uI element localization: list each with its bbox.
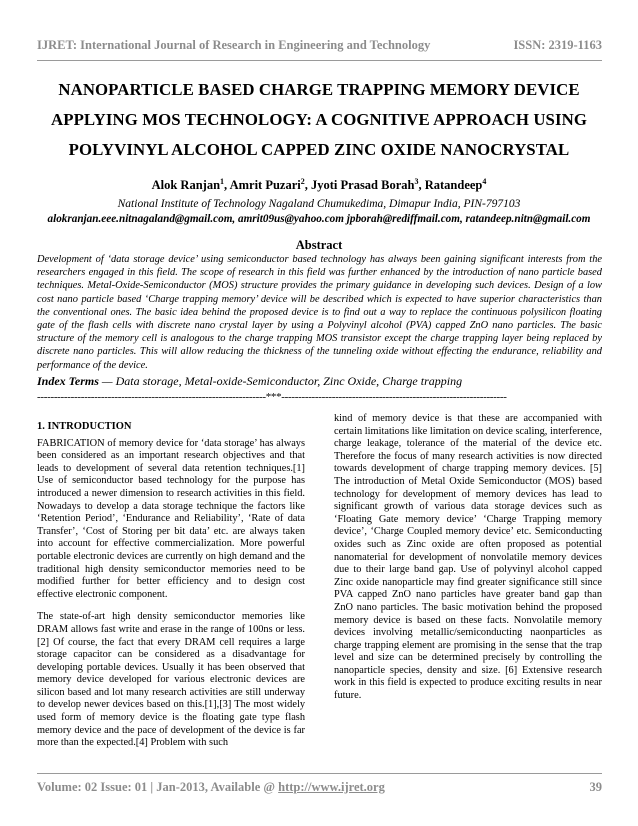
right-column: [334, 413, 602, 713]
author-name: Jyoti Prasad Borah: [311, 178, 415, 193]
body-paragraph: FABRICATION of memory device for ‘data storage’ has always been considered as an important research objectives and that leads to development of several data retention techniques.[1] Use of semiconductor based technology for the purpose has introduced a newer dimension to research activities in this field. Nowadays to develop a data storage technique the factors like ‘Retention Period’, ‘Endurance and Reliability’, ‘Rate of data Transfer’, ‘Cost of Storing per bit data’ etc. are always taken into account for effective commercialization. More powerful portable electronic devices are currently on high demand and the traditional high density semiconductor memories need to be modified further for better efficiency and to design cost effective electronic component.: [37, 437, 305, 600]
author-affil-mark: 4: [482, 177, 487, 186]
section-heading: 1. INTRODUCTION: [37, 421, 132, 432]
page-number: 39: [589, 780, 602, 794]
footer-text: Volume: 02 Issue: 01 | Jan-2013, Available @: [37, 780, 279, 794]
author-name: Ratandeep: [424, 178, 483, 193]
author-list: Alok Ranjan$^1$, Amrit Puzari$^2$, Jyoti Prasad Borah$^3$, Ratandeep$^4$: [151, 177, 487, 193]
footer-volume: [37, 780, 385, 795]
author-name: Alok Ranjan: [151, 178, 221, 193]
journal-link[interactable]: http://www.ijret.org: [278, 780, 385, 794]
journal-name: IJRET: International Journal of Research in Engineering and Technology: [37, 38, 431, 52]
running-header: [37, 26, 602, 61]
author-name: Amrit Puzari: [229, 178, 301, 193]
body-paragraph: kind of memory device is that these are accompanied with certain limitations like limitation on device scaling, interference, charge leakage, tolerance of the material of the device etc. Therefore the focus of many research activities is now directed towards development of charge trapping memory devices. [5] The introduction of Metal Oxide Semiconductor (MOS) based technology for development of memory devices has lead to significant growth of various data storage devices such as ‘Floating Gate memory device’ ‘Charge Trapping memory device’, ‘Charge Coupled memory device’ etc. Semiconducting oxides such as Zinc oxide are often proposed as potential nanomaterial for development of nonvolatile memory devices due to their large band gap. Use of polyvinyl alcohol capped Zinc oxide nanoparticle may find greater significance still since PVA capped ZnO nano particles have greater band gap than ZnO nano particles. The basic motivation behind the proposed memory device is based on these facts. Nonvolatile memory devices involving metallic/semiconducting naonparticles as charge trapping element are promising in the sense that the trap level and size can be determined precisely by controlling the nanoparticle species, density and size. [6] Extensive research work in this field is expected to produce exciting results in near future.: [334, 413, 602, 702]
affiliation: National Institute of Technology Nagaland Chumukedima, Dimapur India, PIN-797103: [117, 198, 521, 210]
abstract-text: Development of ‘data storage device’ using semiconductor based technology has always been gaining significant interests from the researchers engaged in this field. The scope of research in this field was further enhanced by the introduction of nano particle based techniques. Metal-Oxide-Semiconductor (MOS) structure provides the primary guidance in developing such devices. Design of a low cost nano particle based ‘Charge trapping memory’ device will be described which is expected to have superior characteristics than the conventional ones. The basic idea behind the proposed device is to find out a way to replace the continuous polysilicon floating gate of the flash cells with discrete nano crystal layer by using a Polyvinyl alcohol (PVA) capped ZnO nano particles. The basic structure of the memory cell is analogous to the charge trapping MOS transistor except the charge trapping layer being replaced by discrete nano particles. This will allow reducing the thickness of the tunneling oxide without effecting the endurance, reliability and performance of the device.: [37, 254, 602, 371]
author-affil-mark: 1: [220, 177, 225, 186]
body-paragraph: The state-of-art high density semiconductor memories like DRAM allows fast write and erase in the range of 100ns or less.[2] Of course, the fact that every DRAM cell requires a large storage capacitor can be considered as a disadvantage for developing portable devices. Usually it has been observed that memory device developed for various electronic devices are silicon based and lot many research activities are still underway to develop newer devices based on this.[1],[3] The most widely used form of memory device is the floating gate type flash memory device and the pace of development of the device is far more than the expected.[4] Problem with such: [37, 611, 305, 749]
abstract-heading: Abstract: [295, 238, 343, 252]
index-terms: [37, 374, 602, 389]
index-terms-text: — Data storage, Metal-oxide-Semiconductor, Zinc Oxide, Charge trapping: [98, 374, 463, 388]
paper-title: NANOPARTICLE BASED CHARGE TRAPPING MEMORY DEVICE APPLYING MOS TECHNOLOGY: A COGNITIVE APPROACH USING POLYVINYL ALCOHOL CAPPED ZINC OXIDE NANOCRYSTAL: [51, 80, 587, 159]
author-affil-mark: 2: [300, 177, 305, 186]
author-emails[interactable]: alokranjan.eee.nitnagaland@gmail.com, amrit09us@yahoo.com jpborah@rediffmail.com, ratandeep.nitn@gmail.com: [47, 213, 591, 225]
issn: ISSN: 2319-1163: [513, 38, 602, 52]
index-terms-label: Index Terms: [37, 374, 99, 388]
section-separator: --------------------------------------------------------------------***-------------------------------------------------------------------: [37, 391, 507, 403]
left-column: [37, 413, 305, 760]
running-footer: [37, 773, 602, 798]
author-affil-mark: 3: [414, 177, 419, 186]
